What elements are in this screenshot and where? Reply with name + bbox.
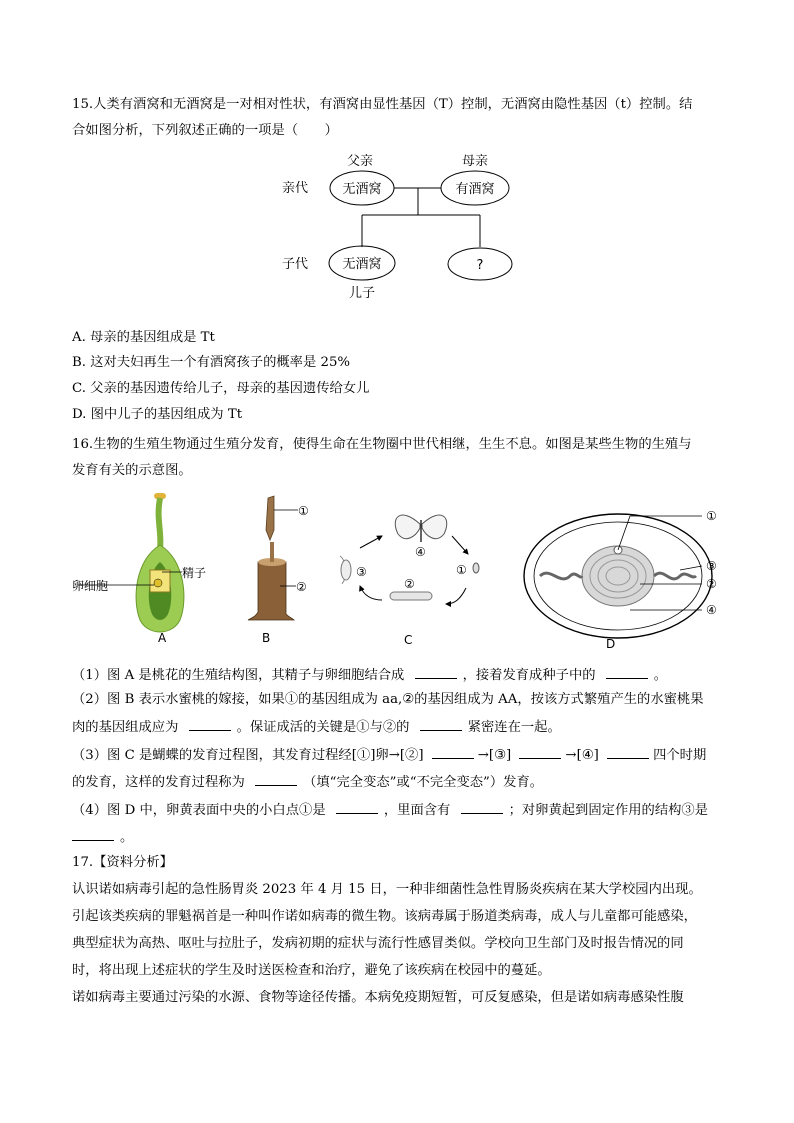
figure-a-letter: A	[158, 631, 167, 645]
q17-paragraph-2-line2: 典型症状为高热、呕吐与拉肚子，发病初期的症状与流行性感冒类似。学校向卫生部门及时报告情况的同	[72, 936, 684, 951]
q16-sub3-text-d: 四个时期	[653, 748, 707, 763]
q16-sub1-blank-2[interactable]	[606, 664, 648, 679]
q15-option-d: D. 图中儿子的基因组成为 Tt	[72, 407, 243, 422]
figure-c-egg-mark: ①	[456, 563, 467, 577]
q17-paragraph-2-line3: 时，将出现上述症状的学生及时送医检查和治疗，避免了该疾病在校园中的蔓延。	[72, 963, 551, 978]
q15-option-b: B. 这对夫妇再生一个有酒窝孩子的概率是 25%	[72, 355, 351, 370]
figure-c-adult-mark: ④	[415, 545, 426, 559]
q16-sub2-text-c: 紧密连在一起。	[467, 720, 561, 735]
q16-sub3-blank-1[interactable]	[432, 744, 474, 759]
q16-sub4-text-c: ；对卵黄起到固定作用的结构③是	[508, 803, 709, 818]
figure-c-butterfly-cycle	[330, 500, 490, 650]
figure-d-mark-1: ①	[706, 509, 717, 523]
figure-c-pupa-mark: ③	[356, 565, 367, 579]
q16-sub3-blank-2[interactable]	[519, 744, 561, 759]
q16-sub3-blank-3[interactable]	[607, 744, 649, 759]
q16-sub3-text-c: →[④]	[565, 748, 599, 763]
q16-sub2-line2	[72, 716, 561, 738]
q17-paragraph-1: 认识诺如病毒引起的急性肠胃炎 2023 年 4 月 15 日，一种非细菌性急性胃肠炎疾病在某大学校园内出现。	[72, 882, 702, 897]
q15-stem-line1: 15.人类有酒窝和无酒窝是一对相对性状，有酒窝由显性基因（T）控制，无酒窝由隐性基因（t）控制。结	[72, 97, 693, 112]
q16-sub4-text-b: ，里面含有	[383, 803, 451, 818]
figure-b-grafting	[240, 490, 320, 650]
q16-sub1-text-c: 。	[653, 668, 668, 683]
q16-sub4-blank-2[interactable]	[461, 799, 503, 814]
figure-b-stock-mark: ②	[296, 580, 307, 594]
q16-sub1-text-a: （1）图 A 是桃花的生殖结构图，其精子与卵细胞结合成	[72, 668, 405, 683]
q16-sub4-blank-3[interactable]	[72, 826, 114, 841]
son-label: 儿子	[348, 286, 376, 301]
figure-d-mark-3: ③	[706, 559, 717, 573]
q16-sub4-line1	[72, 799, 708, 821]
father-trait: 无酒窝	[342, 182, 382, 197]
mother-label: 母亲	[461, 154, 489, 169]
figure-a-egg-label: 卵细胞	[72, 579, 109, 593]
pedigree-diagram	[270, 145, 530, 305]
figure-b-scion-mark: ①	[298, 504, 309, 518]
q16-sub2-text-b: 。保证成活的关键是①与②的	[236, 720, 410, 735]
q16-sub2-blank-2[interactable]	[420, 716, 462, 731]
son-trait: 无酒窝	[342, 257, 382, 272]
q16-stem-line1: 16.生物的生殖生物通过生殖分发育，使得生命在生物圈中世代相继，生生不息。如图是某些生物的生殖与	[72, 437, 692, 452]
q16-sub3-text-a: （3）图 C 是蝴蝶的发育过程图，其发育过程经[①]卵→[②]	[72, 748, 424, 763]
q16-sub4-text-a: （4）图 D 中，卵黄表面中央的小白点①是	[72, 803, 326, 818]
q16-sub4-text-d: 。	[120, 830, 134, 845]
figure-c-larva-mark: ②	[404, 577, 415, 591]
q15-stem-line2: 合如图分析，下列叙述正确的一项是（ ）	[72, 123, 338, 138]
figure-d-mark-2: ②	[706, 577, 717, 591]
figure-b-letter: B	[262, 631, 271, 645]
q16-sub3-line2	[72, 771, 543, 793]
father-label: 父亲	[346, 154, 374, 169]
figure-a-egg-dot	[154, 579, 162, 587]
q16-sub4-blank-1[interactable]	[336, 799, 378, 814]
q17-title: 17.【资料分析】	[72, 855, 173, 870]
q16-sub3-line1	[72, 744, 706, 766]
q16-sub4-line2	[72, 826, 133, 848]
q16-sub3-text-b: →[③]	[477, 748, 512, 763]
figure-a-pistil	[70, 490, 240, 650]
q17-paragraph-2-line1: 引起该类疾病的罪魁祸首是一种叫作诺如病毒的微生物。该病毒属于肠道类病毒，成人与儿童都可能感染，	[72, 909, 697, 924]
q15-option-c: C. 父亲的基因遗传给儿子，母亲的基因遗传给女儿	[72, 381, 370, 396]
q16-sub3-text-e: 的发育，这样的发育过程称为	[72, 775, 245, 790]
unknown-child-mark: ?	[476, 258, 484, 273]
q16-sub1-blank-1[interactable]	[415, 664, 457, 679]
q16-sub3-blank-4[interactable]	[255, 771, 297, 786]
parent-gen-label: 亲代	[281, 181, 309, 196]
figure-c-letter: C	[404, 633, 413, 647]
figure-a-sperm-label: 精子	[182, 566, 207, 580]
q16-sub3-text-f: （填“完全变态”或“不完全变态”）发育。	[303, 775, 544, 790]
q16-sub2-text-a: 肉的基因组成应为	[72, 720, 179, 735]
figure-d-egg	[520, 500, 730, 650]
q16-sub1-text-b: ，接着发育成种子中的	[462, 668, 596, 683]
mother-trait: 有酒窝	[455, 182, 495, 197]
q16-stem-line2: 发育有关的示意图。	[72, 463, 192, 478]
q15-option-a: A. 母亲的基因组成是 Tt	[72, 330, 215, 345]
q16-sub2-blank-1[interactable]	[189, 716, 231, 731]
q16-sub2-line1: （2）图 B 表示水蜜桃的嫁接，如果①的基因组成为 aa,②的基因组成为 AA，按该方式繁殖产生的水蜜桃果	[72, 692, 704, 707]
q16-sub1	[72, 664, 667, 686]
figure-d-mark-4: ④	[706, 603, 717, 617]
figure-d-letter: D	[606, 637, 616, 650]
child-gen-label: 子代	[281, 257, 309, 272]
q17-paragraph-3: 诺如病毒主要通过污染的水源、食物等途径传播。本病免疫期短暂，可反复感染，但是诺如病毒感染性腹	[72, 990, 684, 1005]
